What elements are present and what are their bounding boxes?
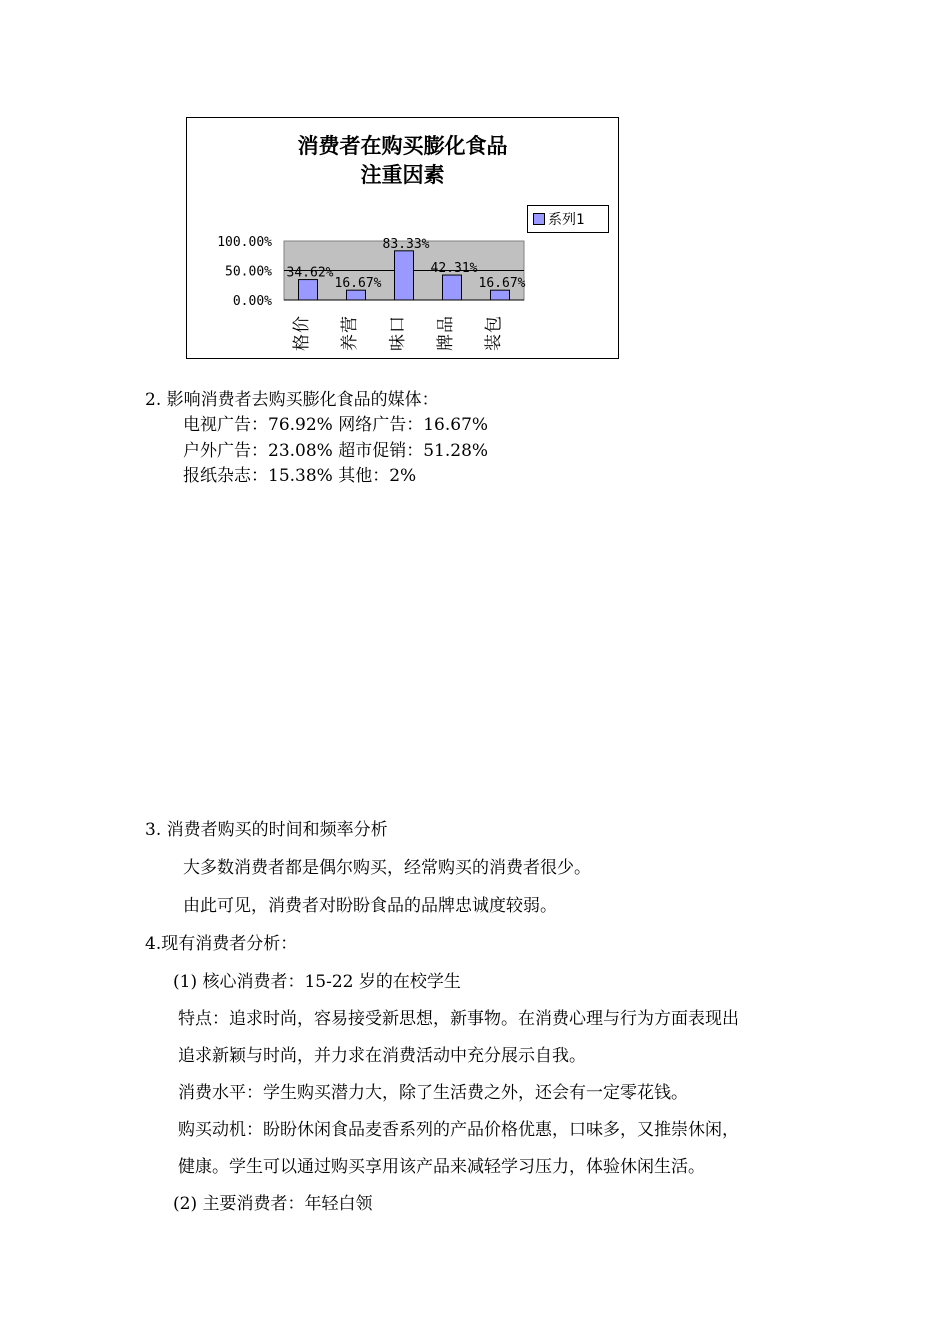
legend-label: 系列1 xyxy=(548,212,585,228)
feature-line-2: 追求新颖与时尚，并力求在消费活动中充分展示自我。 xyxy=(178,1046,586,1066)
core-consumer-heading: (1) 核心消费者：15-22 岁的在校学生 xyxy=(173,972,461,992)
data-label: 16.67% xyxy=(478,276,526,292)
bar-口味 xyxy=(395,251,414,300)
x-tick-label: 格 xyxy=(292,334,312,351)
bar-营养 xyxy=(347,290,366,300)
media-line-3: 报纸杂志：15.38% 其他：2% xyxy=(183,466,417,486)
data-label: 42.31% xyxy=(430,261,478,277)
chart-title-line-2: 注重因素 xyxy=(360,163,445,187)
chart-container xyxy=(186,117,619,359)
data-label: 34.62% xyxy=(286,265,334,281)
x-tick-label: 品 xyxy=(436,316,456,333)
chart-legend xyxy=(527,205,609,233)
y-tick-label: 0.00% xyxy=(232,294,272,309)
feature-line-1: 特点：追求时尚，容易接受新思想，新事物。在消费心理与行为方面表现出 xyxy=(178,1009,739,1029)
x-tick-label: 养 xyxy=(340,334,360,351)
y-tick-label: 100.00% xyxy=(217,235,272,250)
section-3-paragraph-2: 由此可见，消费者对盼盼食品的品牌忠诚度较弱。 xyxy=(183,896,557,916)
consumption-level-line: 消费水平：学生购买潜力大，除了生活费之外，还会有一定零花钱。 xyxy=(178,1083,688,1103)
chart-title-line-1: 消费者在购买膨化食品 xyxy=(297,134,508,158)
x-tick-label: 口 xyxy=(388,316,408,333)
section-3-paragraph-1: 大多数消费者都是偶尔购买，经常购买的消费者很少。 xyxy=(183,858,591,878)
bar-包装 xyxy=(491,290,510,300)
y-tick-label: 50.00% xyxy=(225,264,272,280)
legend-swatch xyxy=(533,213,545,225)
x-tick-label: 包 xyxy=(484,316,504,333)
media-line-1: 电视广告：76.92% 网络广告：16.67% xyxy=(183,415,489,435)
bar-品牌 xyxy=(443,275,462,300)
chart-plot xyxy=(187,118,618,358)
x-tick-label: 营 xyxy=(340,316,360,333)
motive-line-1: 购买动机：盼盼休闲食品麦香系列的产品价格优惠，口味多，又推崇休闲， xyxy=(178,1120,739,1140)
x-tick-label: 装 xyxy=(484,334,504,351)
section-2-heading: 2. 影响消费者去购买膨化食品的媒体： xyxy=(145,390,439,410)
data-label: 83.33% xyxy=(382,236,430,252)
bar-价格 xyxy=(299,280,318,300)
x-tick-label: 味 xyxy=(388,334,408,351)
section-4-heading: 4.现有消费者分析： xyxy=(145,934,298,954)
x-tick-label: 牌 xyxy=(436,334,456,351)
motive-line-2: 健康。学生可以通过购买享用该产品来减轻学习压力，体验休闲生活。 xyxy=(178,1157,705,1177)
data-label: 16.67% xyxy=(334,276,382,292)
main-consumer-heading: (2) 主要消费者：年轻白领 xyxy=(173,1194,373,1214)
section-3-heading: 3. 消费者购买的时间和频率分析 xyxy=(145,820,388,840)
media-line-2: 户外广告：23.08% 超市促销：51.28% xyxy=(183,441,489,461)
x-tick-label: 价 xyxy=(292,316,312,333)
